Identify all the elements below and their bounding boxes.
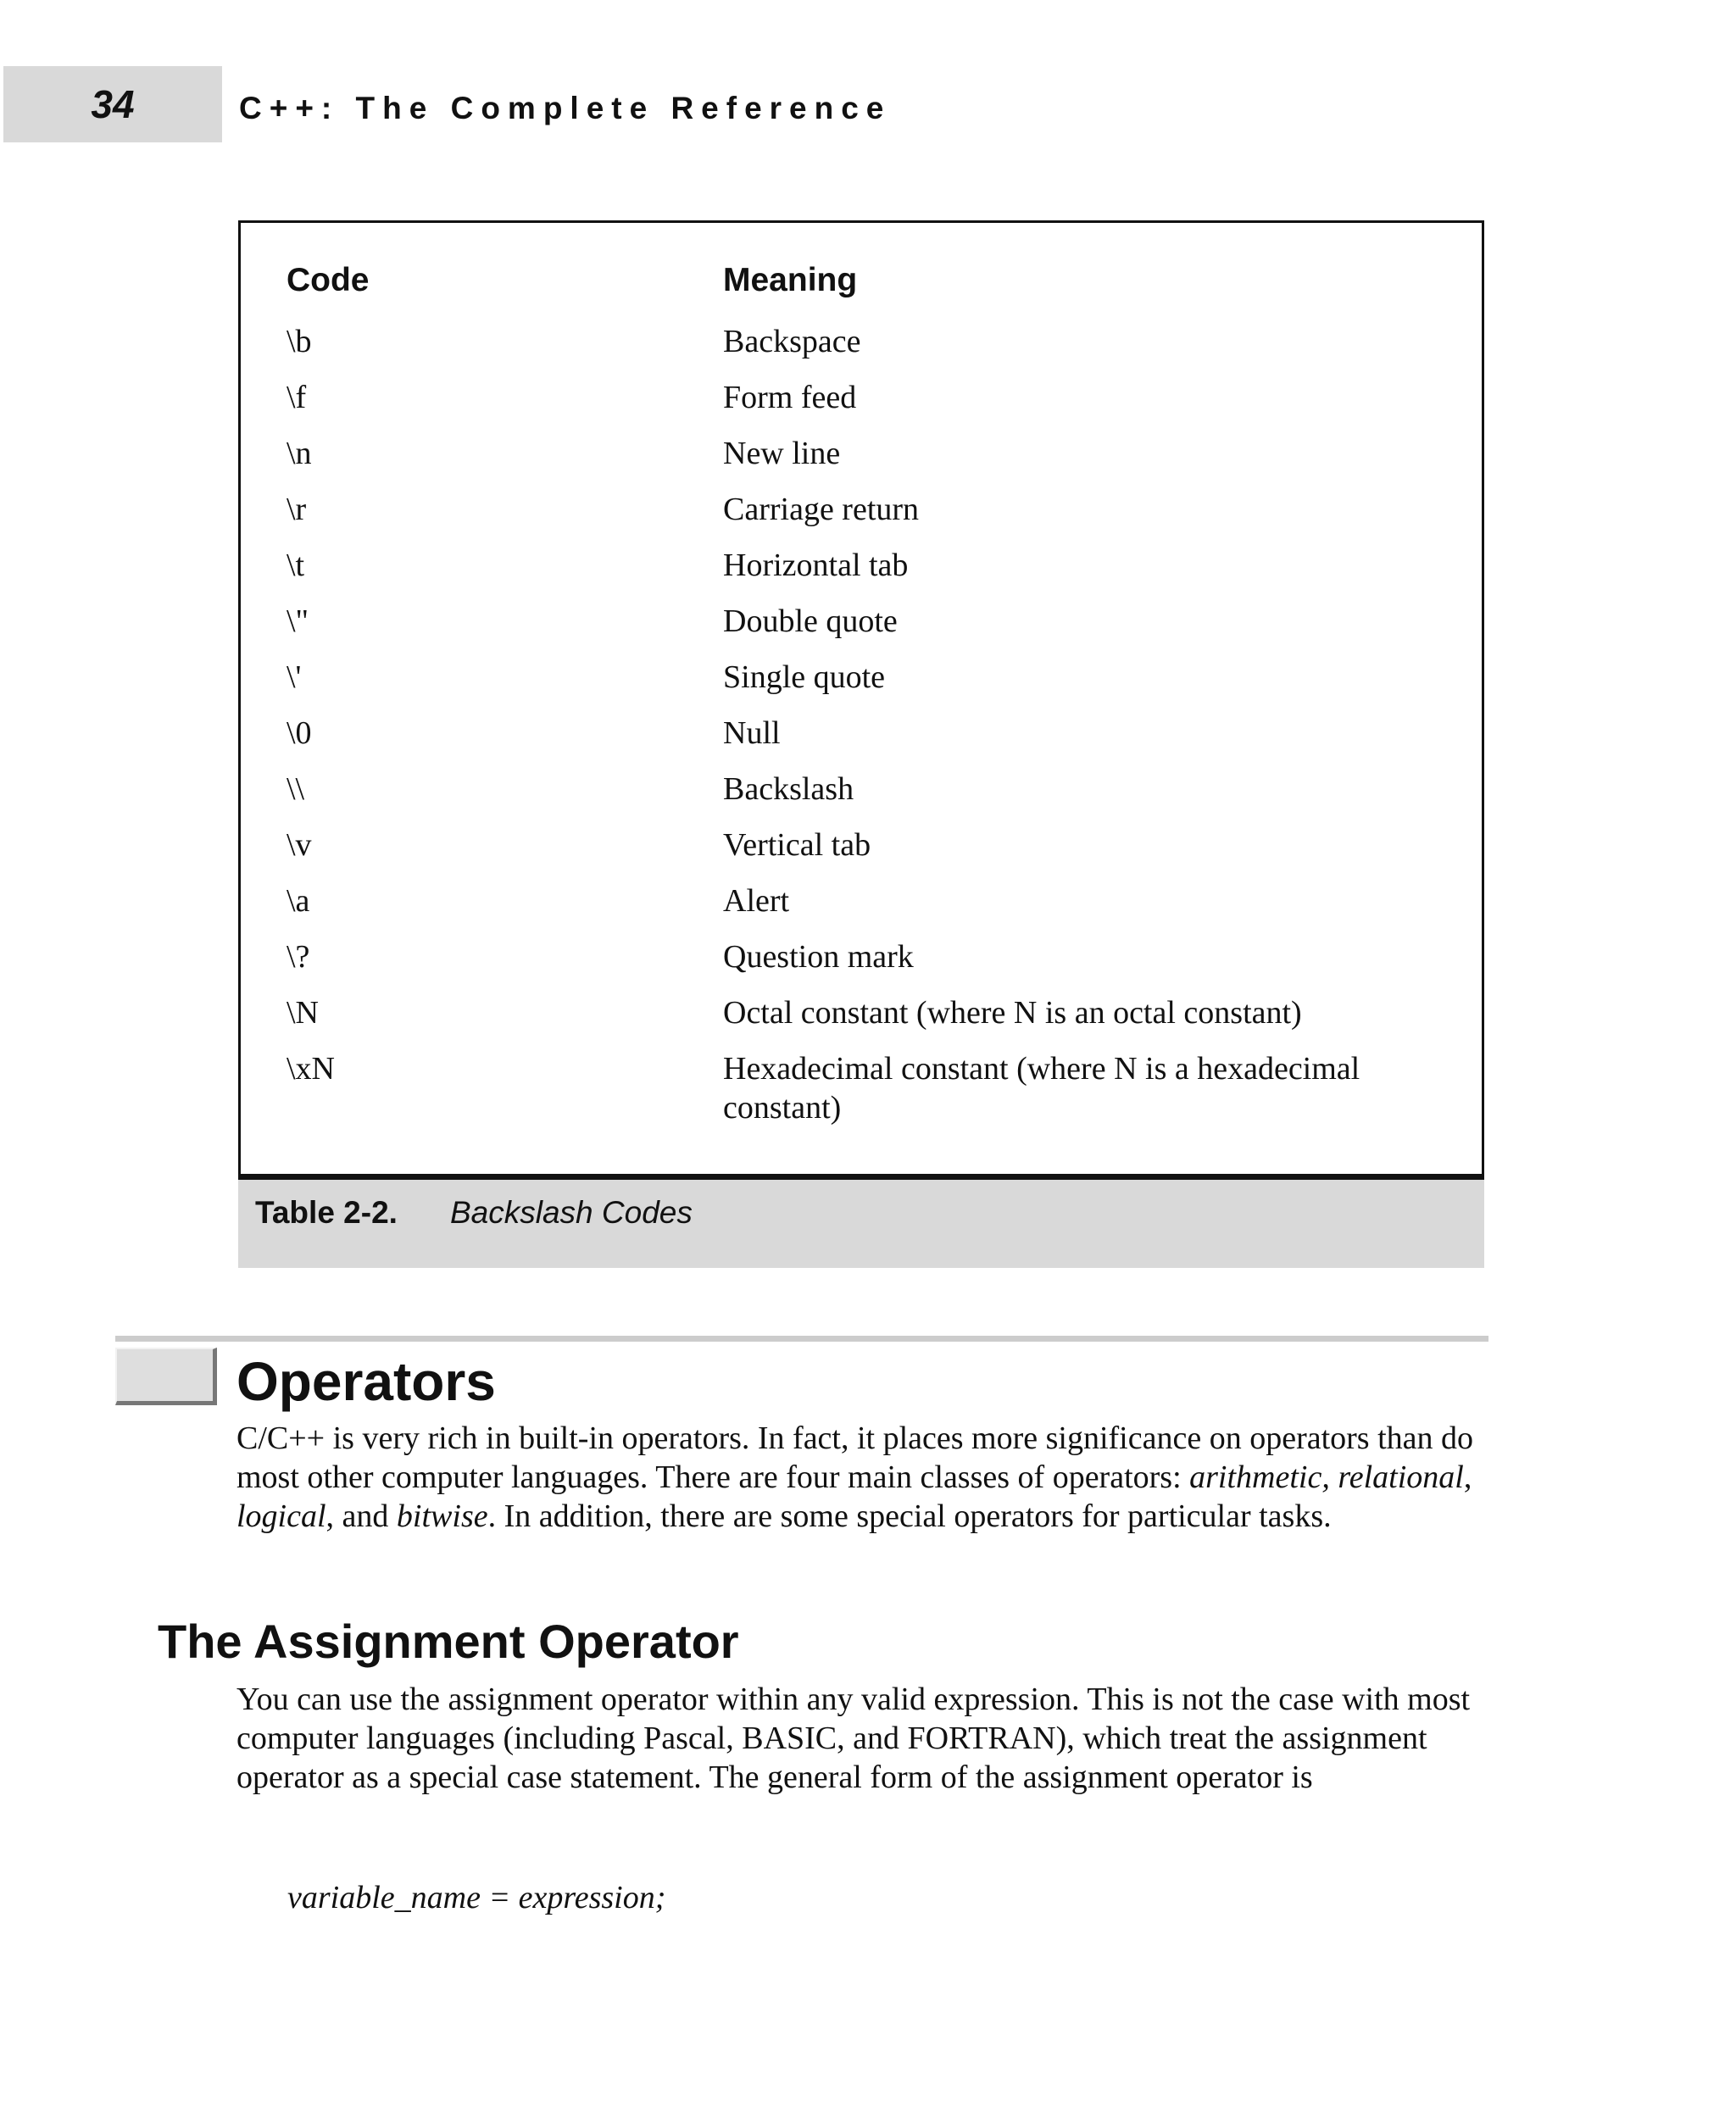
code-cell: \' [287, 659, 302, 695]
code-cell: \r [287, 492, 307, 527]
meaning-cell: Octal constant (where N is an octal constant) [723, 995, 1302, 1031]
table-header-meaning: Meaning [723, 262, 858, 298]
code-cell: \f [287, 380, 307, 415]
meaning-cell: Vertical tab [723, 827, 871, 863]
code-cell: \N [287, 995, 319, 1031]
code-cell: \a [287, 883, 310, 919]
table-row [287, 434, 1448, 490]
section-heading-operators: Operators [236, 1351, 496, 1412]
table-row [287, 602, 1448, 658]
meaning-cell: Single quote [723, 659, 886, 695]
code-cell: \0 [287, 715, 312, 751]
code-cell: \\ [287, 771, 305, 807]
table-row [287, 937, 1448, 993]
table-row [287, 378, 1448, 434]
term-arithmetic-relational: arithmetic, relational [1189, 1459, 1464, 1495]
meaning-cell: Double quote [723, 603, 898, 639]
code-cell: \v [287, 827, 312, 863]
table-body [287, 322, 1448, 1127]
running-title: C++: The Complete Reference [239, 91, 892, 125]
code-cell: \b [287, 324, 312, 359]
table-row [287, 546, 1448, 602]
table-row [287, 1049, 1448, 1127]
meaning-cell: Question mark [723, 939, 914, 975]
code-cell: \" [287, 603, 309, 639]
operators-paragraph: C/C++ is very rich in built-in operators. In fact, it places more significance on operators than do most other computer languages. There are four main classes of operators: arithmetic, relational, logical, and bitwise. In addition, there are some special operators for particular tasks. [236, 1420, 1474, 1534]
assignment-paragraph: You can use the assignment operator within any valid expression. This is not the case with most computer languages (including Pascal, BASIC, and FORTRAN), which treat the assignment operator as a special case statement. The general form of the assignment operator is [236, 1682, 1471, 1795]
term-bitwise: bitwise [396, 1498, 488, 1534]
code-cell: \t [287, 548, 305, 583]
section-rule [115, 1336, 1488, 1342]
table-header-code: Code [287, 262, 370, 298]
meaning-cell: Backslash [723, 771, 854, 807]
code-cell: \xN [287, 1051, 335, 1087]
meaning-cell: Alert [723, 883, 790, 919]
meaning-cell: Hexadecimal constant (where N is a hexadecimal constant) [723, 1051, 1360, 1126]
subsection-heading-assignment: The Assignment Operator [158, 1615, 739, 1668]
meaning-cell: New line [723, 436, 841, 471]
meaning-cell: Null [723, 715, 781, 751]
table-caption-title: Backslash Codes [450, 1195, 693, 1230]
table-row [287, 714, 1448, 770]
table-row [287, 322, 1448, 378]
term-logical: logical [236, 1498, 326, 1534]
table-caption-label: Table 2-2. [255, 1195, 398, 1230]
table-row [287, 770, 1448, 826]
page-number: 34 [91, 82, 135, 126]
code-cell: \n [287, 436, 312, 471]
table-caption [238, 1174, 1484, 1268]
table-row [287, 490, 1448, 546]
meaning-cell: Carriage return [723, 492, 920, 527]
meaning-cell: Horizontal tab [723, 548, 909, 583]
table-row [287, 826, 1448, 881]
assignment-syntax: variable_name = expression; [287, 1880, 666, 1915]
table-row [287, 658, 1448, 714]
table-row [287, 993, 1448, 1049]
table-row [287, 881, 1448, 937]
meaning-cell: Form feed [723, 380, 857, 415]
meaning-cell: Backspace [723, 324, 861, 359]
code-cell: \? [287, 939, 310, 975]
section-tab [115, 1348, 217, 1405]
